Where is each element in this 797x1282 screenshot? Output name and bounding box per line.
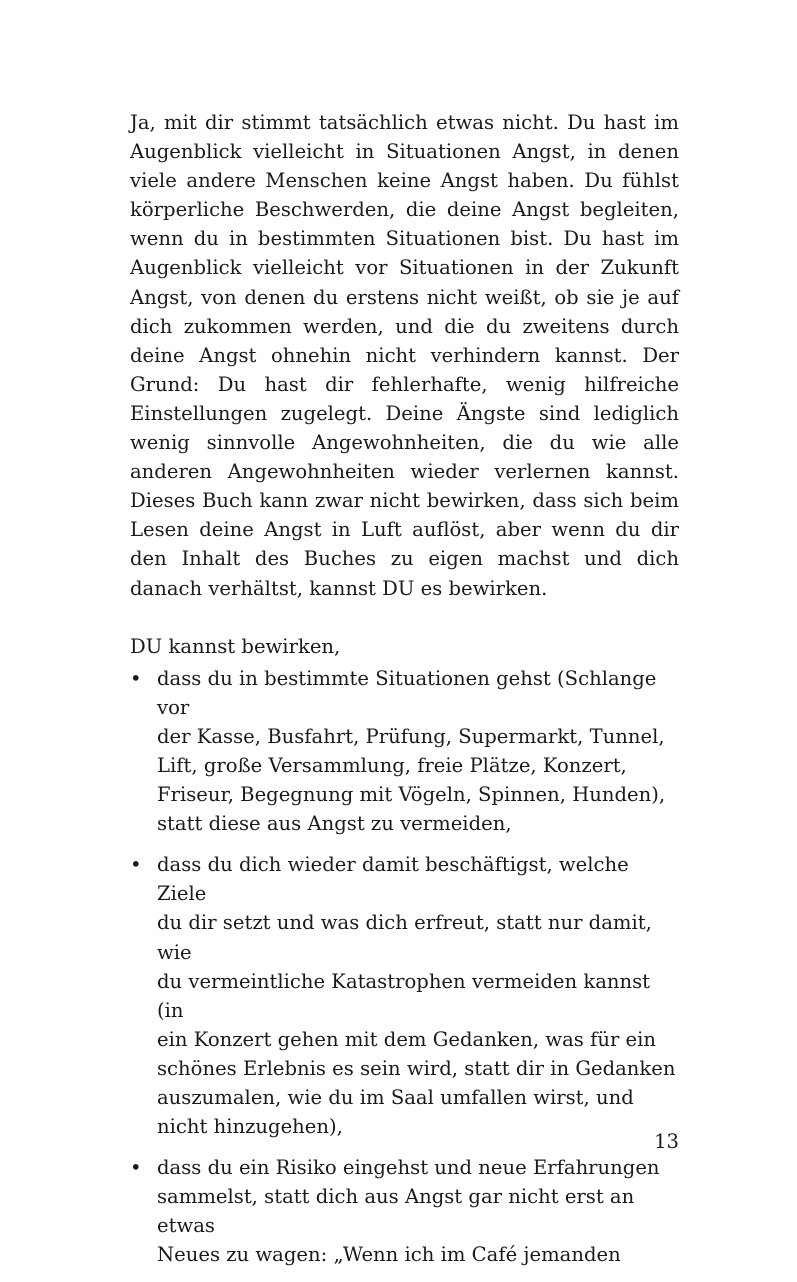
- bullet-list: [130, 664, 679, 1270]
- bullet-line: dass du in bestimmte Situationen gehst (Schlange vor: [157, 666, 657, 719]
- bullet-icon: •: [130, 853, 142, 877]
- bullet-line: nicht hinzugehen),: [157, 1115, 343, 1139]
- body-paragraph: Ja, mit dir stimmt tatsächlich etwas nicht. Du hast im Augenblick vielleicht in Situationen Angst, in denen viele andere Menschen keine Angst haben. Du fühlst körperliche Beschwerden, die deine Angst begleiten, wenn du in bestimmten Situationen bist. Du hast im Augenblick vielleicht vor Situationen in der Zukunft Angst, von denen du erstens nicht weißt, ob sie je auf dich zukommen werden, und die du zweitens durch deine Angst ohnehin nicht verhindern kannst. Der Grund: Du hast dir fehlerhafte, wenig hilfreiche Einstellungen zugelegt. Deine Ängste sind lediglich wenig sinnvolle Angewohnheiten, die du wie alle anderen Angewohnheiten wieder verlernen kannst. Dieses Buch kann zwar nicht bewirken, dass sich beim Lesen deine Angst in Luft auflöst, aber wenn du dir den Inhalt des Buches zu eigen machst und dich danach verhältst, kannst DU es bewirken.: [130, 111, 679, 600]
- bullet-line: Friseur, Begegnung mit Vögeln, Spinnen, Hunden),: [157, 783, 666, 807]
- bullet-line: auszumalen, wie du im Saal umfallen wirst, und: [157, 1086, 634, 1109]
- bullet-line: sammelst, statt dich aus Angst gar nicht erst an etwas: [157, 1185, 635, 1238]
- bullet-line: der Kasse, Busfahrt, Prüfung, Supermarkt, Tunnel,: [157, 724, 665, 748]
- bullet-item: [130, 664, 679, 839]
- book-page-text: [130, 108, 679, 1282]
- bullet-item: [130, 1153, 679, 1269]
- page-number: 13: [654, 1130, 679, 1153]
- bullet-line: Lift, große Versammlung, freie Plätze, Konzert,: [157, 753, 627, 777]
- bullet-icon: •: [130, 1156, 142, 1180]
- list-intro: DU kannst bewirken,: [130, 634, 341, 658]
- bullet-item: [130, 850, 679, 1141]
- bullet-line: schönes Erlebnis es sein wird, statt dir in Gedanken: [157, 1056, 676, 1080]
- bullet-line: dass du dich wieder damit beschäftigst, welche Ziele: [157, 853, 629, 906]
- bullet-icon: •: [130, 666, 142, 690]
- bullet-line: du dir setzt und was dich erfreut, statt nur damit, wie: [157, 911, 652, 964]
- bullet-line: ein Konzert gehen mit dem Gedanken, was für ein: [157, 1027, 657, 1051]
- bullet-line: statt diese aus Angst zu vermeiden,: [157, 812, 512, 836]
- bullet-line: du vermeintliche Katastrophen vermeiden kannst (in: [157, 969, 651, 1022]
- bullet-line: Neues zu wagen: „Wenn ich im Café jemanden: [157, 1243, 621, 1267]
- bullet-line: dass du ein Risiko eingehst und neue Erfahrungen: [157, 1156, 660, 1180]
